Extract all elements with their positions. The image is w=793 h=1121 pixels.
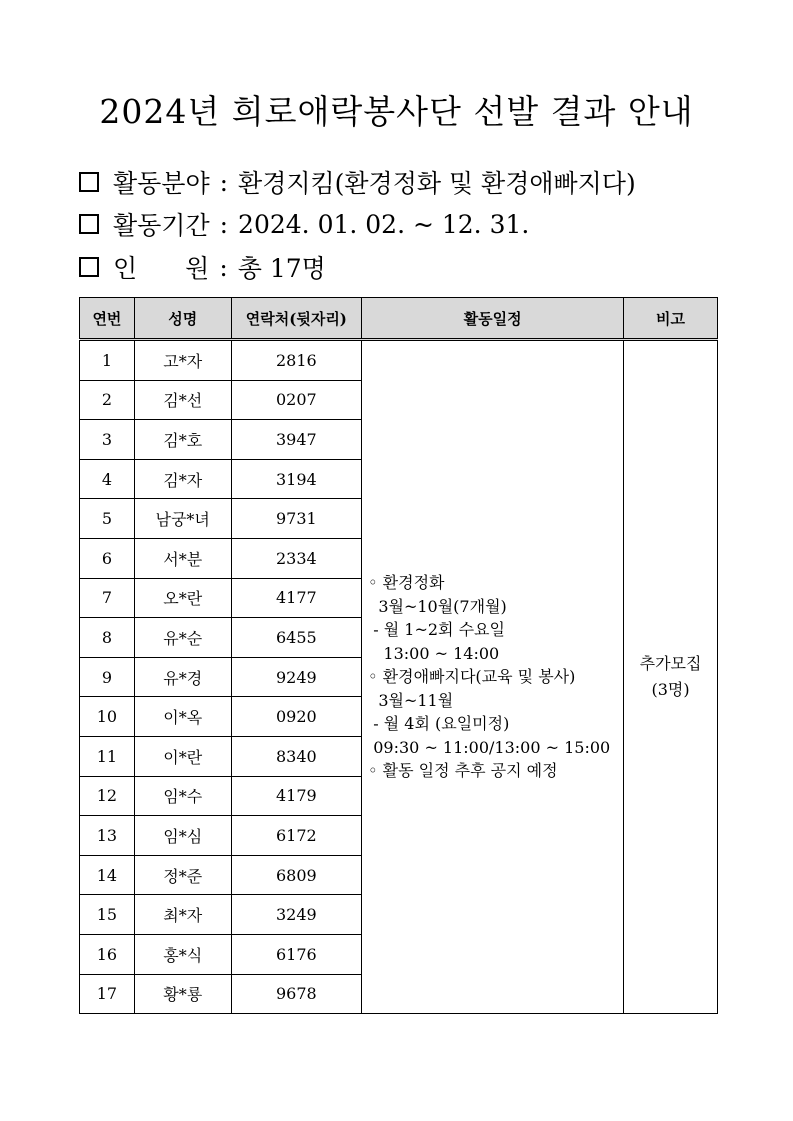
row-number: 9 (80, 657, 135, 697)
activity-schedule: ◦ 환경정화 3월~10월(7개월) - 월 1~2회 수요일 13:00 ~ 14:00 ◦ 환경애빠지다(교육 및 봉사) 3월~11월 - 월 4회 (요일미정) 09:30 ~ 11:00/13:00 ~ 15:00 ◦ 활동 일정 추후 공지 예정 (362, 340, 624, 1014)
row-number: 17 (80, 974, 135, 1014)
row-number: 6 (80, 538, 135, 578)
row-phone: 0920 (231, 697, 362, 737)
row-number: 11 (80, 736, 135, 776)
row-name: 이*란 (134, 736, 231, 776)
remarks: 추가모집 (3명) (624, 340, 718, 1014)
header-schedule: 활동일정 (362, 298, 624, 340)
row-phone: 4179 (231, 776, 362, 816)
headcount-value: 총 17명 (237, 254, 326, 283)
row-number: 7 (80, 578, 135, 618)
row-name: 홍*식 (134, 934, 231, 974)
activity-field-label: 활동분야 (113, 169, 210, 198)
separator: : (219, 209, 229, 239)
row-name: 임*수 (134, 776, 231, 816)
row-name: 남궁*녀 (134, 499, 231, 539)
row-phone: 3947 (231, 420, 362, 460)
activity-period-label: 활동기간 (113, 211, 210, 240)
row-phone: 9678 (231, 974, 362, 1014)
row-number: 3 (80, 420, 135, 460)
row-phone: 6176 (231, 934, 362, 974)
checkbox-square-icon (79, 257, 99, 277)
row-name: 오*란 (134, 578, 231, 618)
row-name: 최*자 (134, 895, 231, 935)
row-name: 유*경 (134, 657, 231, 697)
row-name: 김*호 (134, 420, 231, 460)
row-phone: 6455 (231, 618, 362, 658)
row-number: 15 (80, 895, 135, 935)
row-phone: 9249 (231, 657, 362, 697)
row-number: 16 (80, 934, 135, 974)
row-name: 정*준 (134, 855, 231, 895)
row-name: 김*선 (134, 380, 231, 420)
headcount-line (79, 249, 326, 285)
separator: : (219, 252, 228, 282)
row-number: 14 (80, 855, 135, 895)
header-note: 비고 (624, 298, 718, 340)
row-number: 4 (80, 459, 135, 499)
row-phone: 8340 (231, 736, 362, 776)
row-name: 고*자 (134, 340, 231, 381)
activity-field-line (79, 164, 636, 200)
headcount-label-part2: 원 (185, 254, 210, 283)
row-phone: 3194 (231, 459, 362, 499)
row-number: 13 (80, 816, 135, 856)
activity-period-line (79, 206, 529, 242)
row-phone: 4177 (231, 578, 362, 618)
headcount-label-part1: 인 (113, 254, 138, 283)
activity-period-value: 2024. 01. 02. ~ 12. 31. (238, 209, 530, 239)
table-row (80, 340, 718, 381)
page-title: 2024년 희로애락봉사단 선발 결과 안내 (99, 92, 694, 131)
header-name: 성명 (134, 298, 231, 340)
header-phone: 연락처(뒷자리) (231, 298, 362, 340)
row-phone: 0207 (231, 380, 362, 420)
row-phone: 2334 (231, 538, 362, 578)
row-number: 10 (80, 697, 135, 737)
row-name: 임*심 (134, 816, 231, 856)
row-number: 8 (80, 618, 135, 658)
row-name: 유*순 (134, 618, 231, 658)
row-name: 이*옥 (134, 697, 231, 737)
row-name: 서*분 (134, 538, 231, 578)
row-number: 2 (80, 380, 135, 420)
row-name: 김*자 (134, 459, 231, 499)
checkbox-square-icon (79, 214, 99, 234)
table-header-row (80, 298, 718, 340)
separator: : (219, 167, 229, 197)
row-number: 5 (80, 499, 135, 539)
row-phone: 9731 (231, 499, 362, 539)
selection-results-table (79, 297, 718, 1014)
row-phone: 6172 (231, 816, 362, 856)
row-phone: 3249 (231, 895, 362, 935)
row-name: 황*룡 (134, 974, 231, 1014)
row-number: 1 (80, 340, 135, 381)
row-phone: 6809 (231, 855, 362, 895)
checkbox-square-icon (79, 172, 99, 192)
header-number: 연번 (80, 298, 135, 340)
row-number: 12 (80, 776, 135, 816)
activity-field-value: 환경지킴(환경정화 및 환경애빠지다) (238, 169, 636, 198)
table-body (80, 340, 718, 1014)
row-phone: 2816 (231, 340, 362, 381)
